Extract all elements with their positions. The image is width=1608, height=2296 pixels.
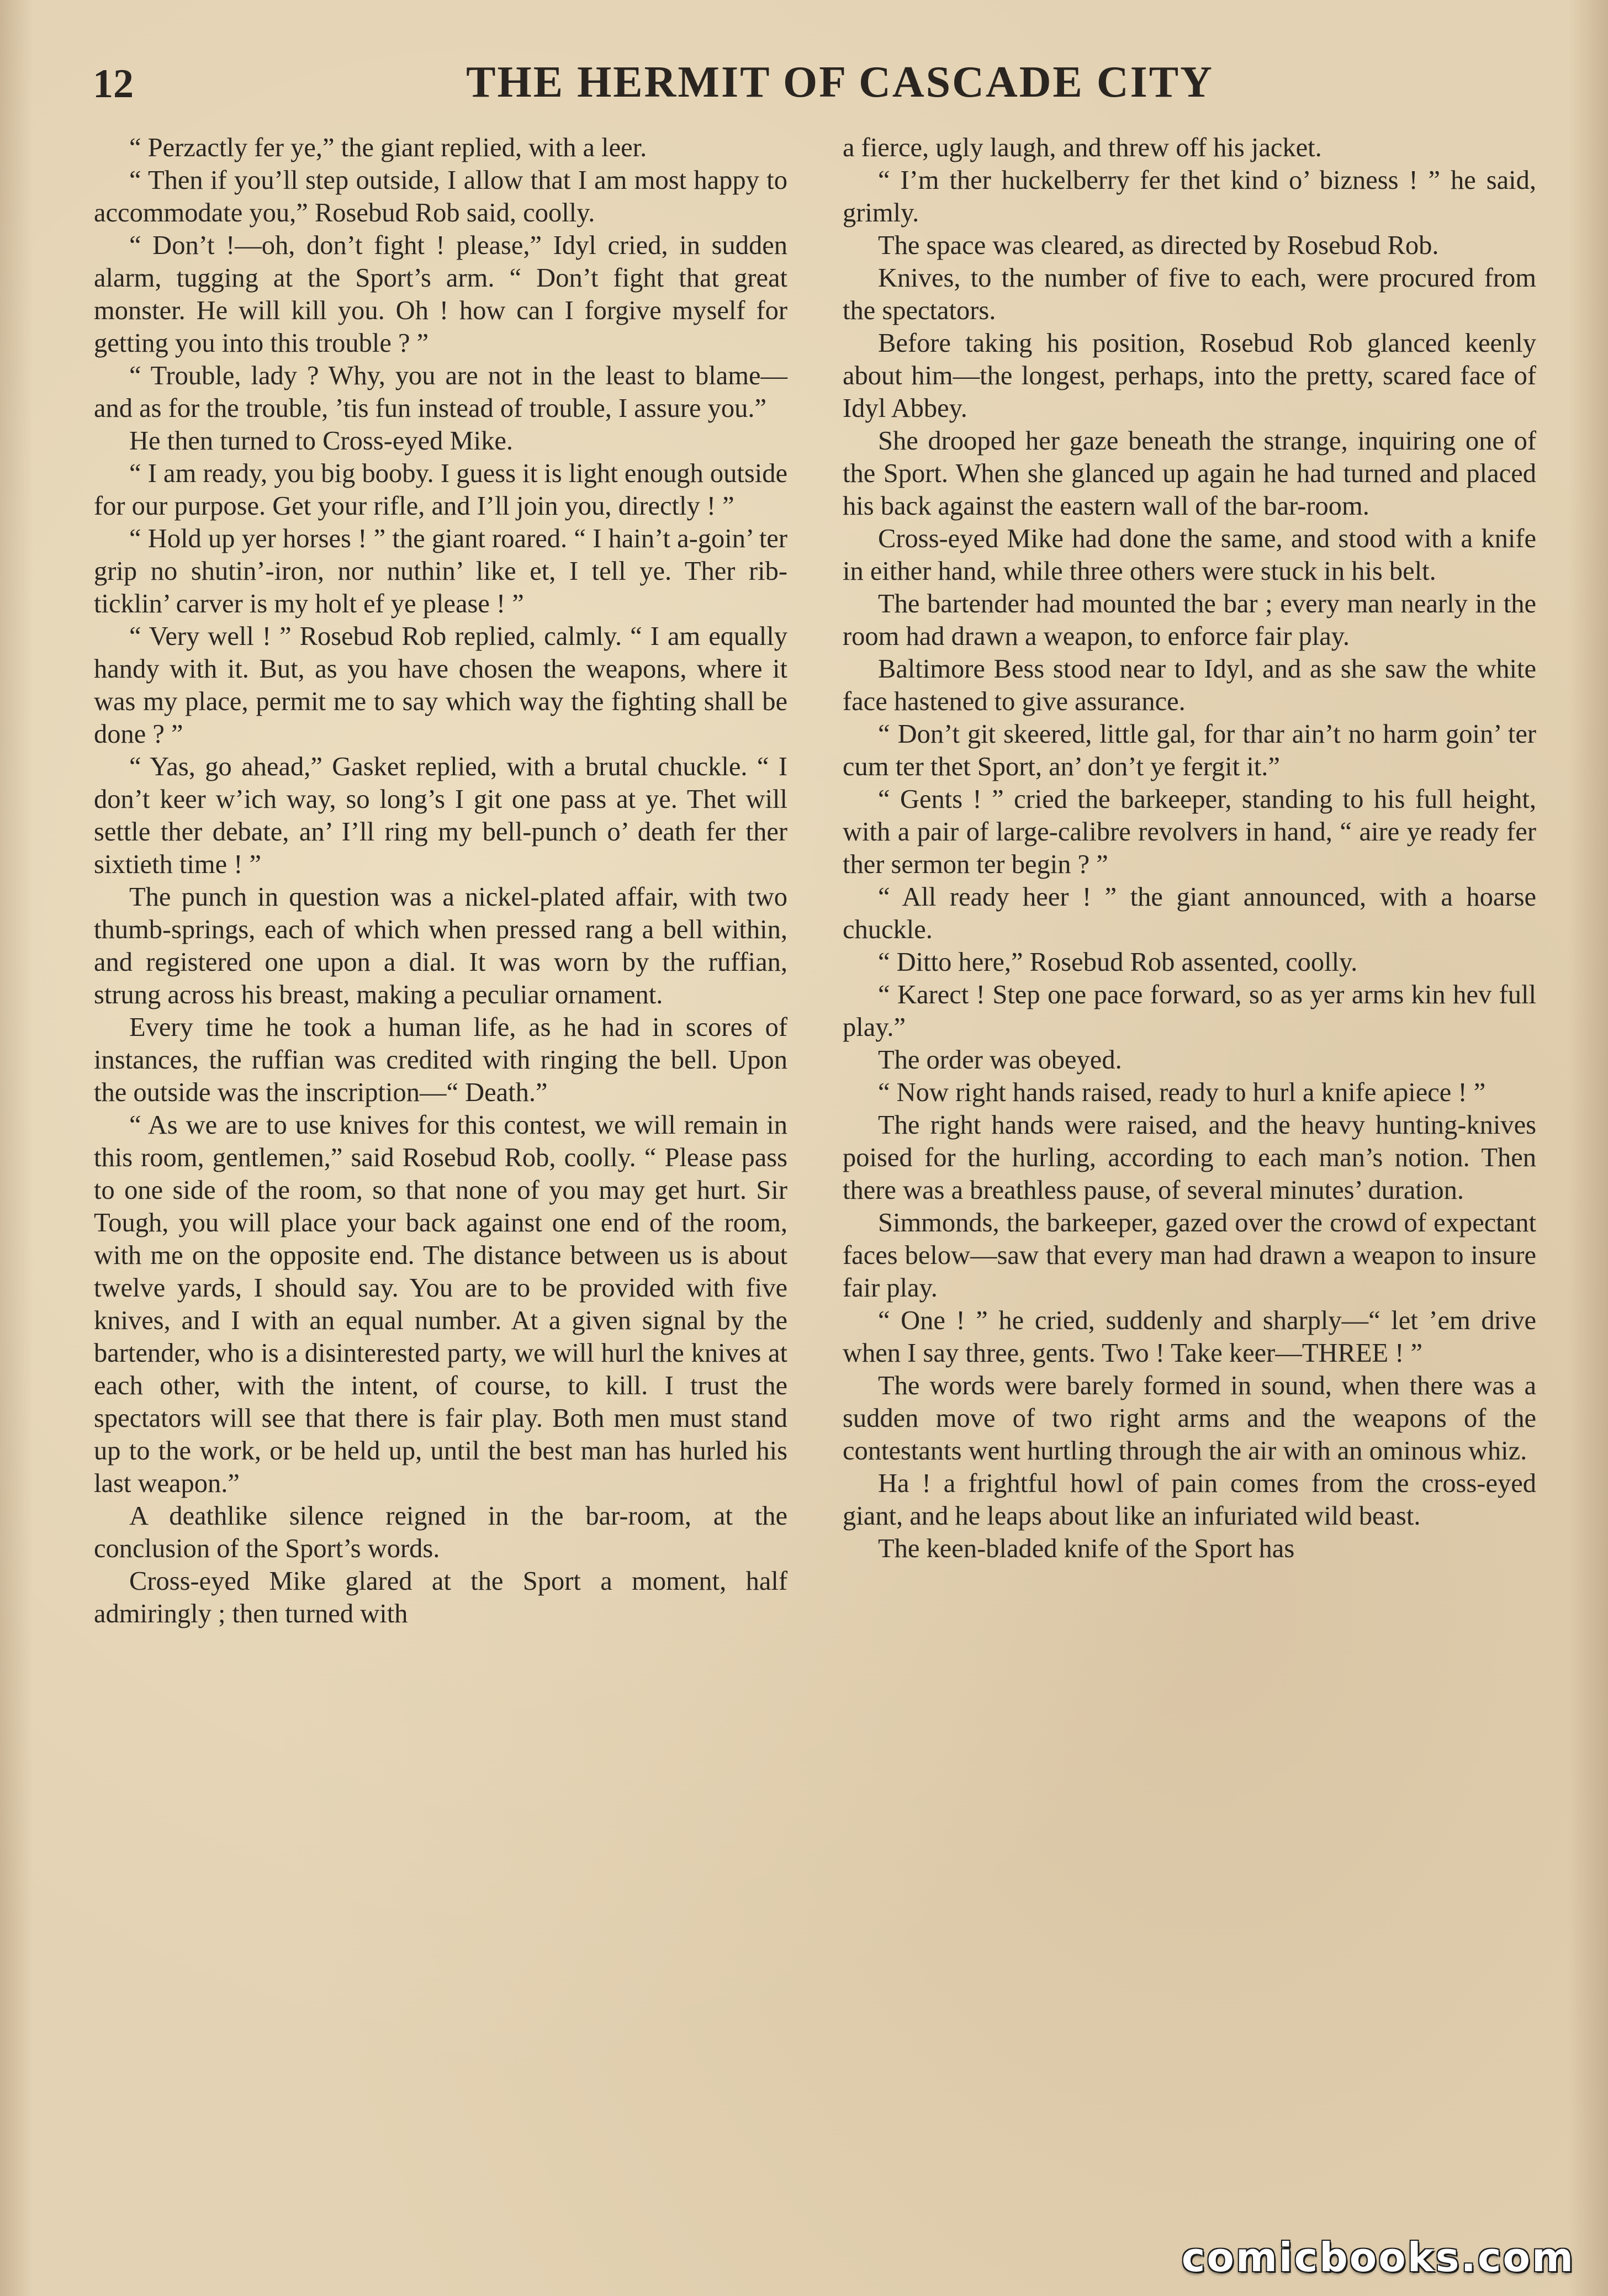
paragraph: The order was obeyed. (878, 1045, 1122, 1075)
right-column (843, 131, 1536, 1565)
page-number: 12 (93, 61, 134, 107)
paragraph: A deathlike silence reigned in the bar-room, at the conclusion of the Sport’s words. (94, 1501, 787, 1563)
paragraph: “ As we are to use knives for this contest, we will remain in this room, gentlemen,” said Rosebud Rob, coolly. “ Please pass to one side of the room, so that none of you may get hurt. Sir Tough, you will place your back against one end of the room, with me on the opposite end. The distance between us is about twelve yards, I should say. You are to be provided with five knives, and I with an equal number. At a given signal by the bartender, who is a disinterested party, we will hurl the knives at each other, with the intent, of course, to kill. I trust the spectators will see that there is fair play. Both men must stand up to the work, or be held up, until the best man has hurled his last weapon.” (94, 1110, 787, 1498)
paragraph: “ Don’t git skeered, little gal, for thar ain’t no harm goin’ ter cum ter thet Sport, an’ don’t ye fergit it.” (843, 720, 1536, 781)
paragraph: Cross-eyed Mike glared at the Sport a moment, half admiringly ; then turned with (94, 1567, 787, 1628)
paragraph: “ All ready heer ! ” the giant announced, with a hoarse chuckle. (843, 882, 1536, 944)
paragraph: “ Very well ! ” Rosebud Rob replied, calmly. “ I am equally handy with it. But, as you have chosen the weapons, where it was my place, permit me to say which way the fighting shall be done ? ” (94, 622, 787, 749)
paragraph: The right hands were raised, and the heavy hunting-knives poised for the hurling, according to each man’s notion. Then there was a breathless pause, of several minutes’ duration. (843, 1110, 1536, 1205)
running-head: THE HERMIT OF CASCADE CITY (466, 58, 1214, 107)
paragraph: “ Then if you’ll step outside, I allow that I am most happy to accommodate you,” Rosebud Rob said, coolly. (94, 166, 787, 228)
paragraph: Baltimore Bess stood near to Idyl, and as she saw the white face hastened to give assurance. (843, 654, 1536, 716)
paragraph: “ Perzactly fer ye,” the giant replied, with a leer. (129, 133, 647, 162)
paragraph-continuation: a fierce, ugly laugh, and threw off his jacket. (843, 133, 1322, 162)
paragraph: Knives, to the number of five to each, were procured from the spectators. (843, 263, 1536, 325)
paragraph: “ Karect ! Step one pace forward, so as yer arms kin hev full play.” (843, 980, 1536, 1042)
paragraph: Simmonds, the barkeeper, gazed over the crowd of expectant faces below—saw that every man had drawn a weapon to insure fair play. (843, 1208, 1536, 1303)
paragraph: He then turned to Cross-eyed Mike. (129, 426, 514, 456)
paragraph: “ Now right hands raised, ready to hurl a knife apiece ! ” (878, 1078, 1486, 1107)
paragraph: Before taking his position, Rosebud Rob glanced keenly about him—the longest, perhaps, into the pretty, scared face of Idyl Abbey. (843, 329, 1536, 423)
paragraph: “ I am ready, you big booby. I guess it is light enough outside for our purpose. Get your rifle, and I’ll join you, directly ! ” (94, 459, 787, 521)
paragraph: She drooped her gaze beneath the strange, inquiring one of the Sport. When she glanced up again he had turned and placed his back against the eastern wall of the bar-room. (843, 426, 1536, 521)
paragraph: “ One ! ” he cried, suddenly and sharply—“ let ’em drive when I say three, gents. Two ! Take keer—THREE ! ” (843, 1306, 1536, 1368)
left-column (94, 131, 787, 1630)
paragraph: Every time he took a human life, as he had in scores of instances, the ruffian was credited with ringing the bell. Upon the outside was the inscription—“ Death.” (94, 1013, 787, 1107)
paragraph: “ Ditto here,” Rosebud Rob assented, coolly. (878, 948, 1358, 977)
paragraph: “ I’m ther huckelberry fer thet kind o’ bizness ! ” he said, grimly. (843, 166, 1536, 228)
paragraph: “ Hold up yer horses ! ” the giant roared. “ I hain’t a-goin’ ter grip no shutin’-iron, nor nuthin’ like et, I tell ye. Ther rib-ticklin’ carver is my holt ef ye please ! ” (94, 524, 787, 618)
paragraph: “ Yas, go ahead,” Gasket replied, with a brutal chuckle. “ I don’t keer w’ich way, so long’s I git one pass at ye. Thet will settle ther debate, an’ I’ll ring my bell-punch o’ death fer ther sixtieth time ! ” (94, 752, 787, 879)
paragraph: “ Trouble, lady ? Why, you are not in the least to blame—and as for the trouble, ’tis fun instead of trouble, I assure you.” (94, 361, 787, 423)
paragraph: Cross-eyed Mike had done the same, and stood with a knife in either hand, while three others were stuck in his belt. (843, 524, 1536, 586)
paragraph: The space was cleared, as directed by Rosebud Rob. (878, 231, 1439, 260)
paragraph: “ Gents ! ” cried the barkeeper, standing to his full height, with a pair of large-calibre revolvers in hand, “ aire ye ready fer ther sermon ter begin ? ” (843, 785, 1536, 879)
paragraph: The bartender had mounted the bar ; every man nearly in the room had drawn a weapon, to enforce fair play. (843, 589, 1536, 651)
paragraph: The punch in question was a nickel-plated affair, with two thumb-springs, each of which when pressed rang a bell within, and registered one upon a dial. It was worn by the ruffian, strung across his breast, making a peculiar ornament. (94, 882, 787, 1009)
paragraph: The words were barely formed in sound, when there was a sudden move of two right arms and the weapons of the contestants went hurtling through the air with an ominous whiz. (843, 1371, 1536, 1466)
watermark-link[interactable]: comicbooks.com (1181, 2234, 1575, 2281)
paragraph: “ Don’t !—oh, don’t fight ! please,” Idyl cried, in sudden alarm, tugging at the Sport’s arm. “ Don’t fight that great monster. He will kill you. Oh ! how can I forgive myself for getting you into this trouble ? ” (94, 231, 787, 358)
paragraph: The keen-bladed knife of the Sport has (878, 1534, 1295, 1563)
paragraph: Ha ! a frightful howl of pain comes from the cross-eyed giant, and he leaps about like an infuriated wild beast. (843, 1469, 1536, 1531)
